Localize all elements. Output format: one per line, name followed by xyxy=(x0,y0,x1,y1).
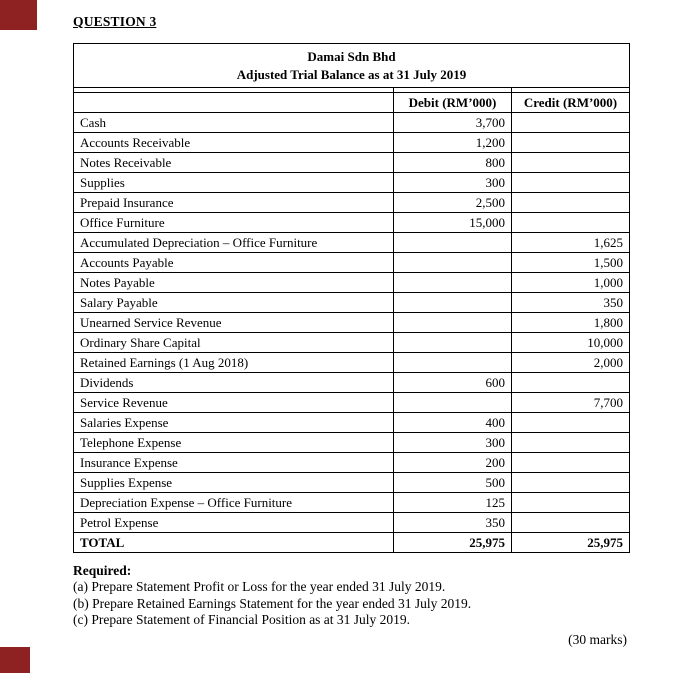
credit-cell: 1,000 xyxy=(512,273,630,293)
account-cell: Depreciation Expense – Office Furniture xyxy=(74,493,394,513)
credit-cell: 2,000 xyxy=(512,353,630,373)
table-row xyxy=(74,473,630,493)
credit-cell xyxy=(512,513,630,533)
debit-cell: 400 xyxy=(394,413,512,433)
debit-cell: 125 xyxy=(394,493,512,513)
credit-cell xyxy=(512,433,630,453)
statement-title: Adjusted Trial Balance as at 31 July 2019 xyxy=(236,67,467,82)
credit-cell xyxy=(512,453,630,473)
account-cell: Ordinary Share Capital xyxy=(74,333,394,353)
account-cell: Supplies Expense xyxy=(74,473,394,493)
account-cell: Salary Payable xyxy=(74,293,394,313)
account-cell: Supplies xyxy=(74,173,394,193)
table-row xyxy=(74,333,630,353)
total-debit: 25,975 xyxy=(394,533,512,553)
credit-cell: 1,625 xyxy=(512,233,630,253)
scan-corner-mark-bottom xyxy=(0,647,30,673)
account-cell: Petrol Expense xyxy=(74,513,394,533)
debit-cell xyxy=(394,353,512,373)
table-row xyxy=(74,233,630,253)
credit-cell xyxy=(512,213,630,233)
table-row xyxy=(74,173,630,193)
table-row xyxy=(74,513,630,533)
table-row xyxy=(74,193,630,213)
debit-cell: 3,700 xyxy=(394,113,512,133)
credit-cell xyxy=(512,133,630,153)
required-item-b: (b) Prepare Retained Earnings Statement for the year ended 31 July 2019. xyxy=(73,595,472,611)
credit-cell xyxy=(512,473,630,493)
credit-cell: 10,000 xyxy=(512,333,630,353)
table-row xyxy=(74,313,630,333)
account-cell: Retained Earnings (1 Aug 2018) xyxy=(74,353,394,373)
account-cell: Telephone Expense xyxy=(74,433,394,453)
credit-cell: 1,800 xyxy=(512,313,630,333)
debit-cell: 350 xyxy=(394,513,512,533)
table-row xyxy=(74,153,630,173)
credit-cell xyxy=(512,413,630,433)
table-row xyxy=(74,453,630,473)
account-cell: Service Revenue xyxy=(74,393,394,413)
table-title-row xyxy=(74,44,630,88)
debit-cell: 1,200 xyxy=(394,133,512,153)
table-row xyxy=(74,293,630,313)
credit-cell xyxy=(512,153,630,173)
account-cell: Insurance Expense xyxy=(74,453,394,473)
account-cell: Dividends xyxy=(74,373,394,393)
credit-column-header: Credit (RM’000) xyxy=(512,93,630,113)
document-content xyxy=(73,12,629,648)
scan-corner-mark-top xyxy=(0,0,37,30)
table-row xyxy=(74,393,630,413)
debit-cell: 600 xyxy=(394,373,512,393)
table-row xyxy=(74,253,630,273)
table-row xyxy=(74,273,630,293)
credit-cell xyxy=(512,113,630,133)
account-cell: Unearned Service Revenue xyxy=(74,313,394,333)
debit-cell: 800 xyxy=(394,153,512,173)
table-row xyxy=(74,353,630,373)
account-cell: Accounts Receivable xyxy=(74,133,394,153)
credit-cell xyxy=(512,173,630,193)
required-item-a: (a) Prepare Statement Profit or Loss for the year ended 31 July 2019. xyxy=(73,579,446,594)
account-cell: Prepaid Insurance xyxy=(74,193,394,213)
credit-cell xyxy=(512,493,630,513)
table-row xyxy=(74,373,630,393)
total-row xyxy=(74,533,630,553)
credit-cell: 1,500 xyxy=(512,253,630,273)
debit-cell: 15,000 xyxy=(394,213,512,233)
debit-cell: 300 xyxy=(394,433,512,453)
debit-cell: 300 xyxy=(394,173,512,193)
debit-cell: 200 xyxy=(394,453,512,473)
debit-cell xyxy=(394,333,512,353)
debit-cell xyxy=(394,233,512,253)
table-title xyxy=(74,44,630,88)
credit-cell xyxy=(512,373,630,393)
required-section xyxy=(73,562,629,629)
table-row xyxy=(74,433,630,453)
debit-cell xyxy=(394,293,512,313)
credit-cell: 7,700 xyxy=(512,393,630,413)
trial-balance-table xyxy=(73,43,630,553)
required-label: Required: xyxy=(73,563,132,578)
required-item-c: (c) Prepare Statement of Financial Position as at 31 July 2019. xyxy=(73,612,411,627)
question-title: QUESTION 3 xyxy=(73,14,157,29)
debit-cell xyxy=(394,393,512,413)
account-cell: Notes Receivable xyxy=(74,153,394,173)
credit-cell xyxy=(512,193,630,213)
debit-cell: 500 xyxy=(394,473,512,493)
debit-column-header: Debit (RM’000) xyxy=(394,93,512,113)
account-cell: Accumulated Depreciation – Office Furniture xyxy=(74,233,394,253)
table-row xyxy=(74,213,630,233)
credit-cell: 350 xyxy=(512,293,630,313)
account-cell: Notes Payable xyxy=(74,273,394,293)
total-credit: 25,975 xyxy=(512,533,630,553)
account-column-header xyxy=(74,93,394,113)
debit-cell xyxy=(394,253,512,273)
debit-cell xyxy=(394,273,512,293)
company-name: Damai Sdn Bhd xyxy=(307,49,396,64)
table-row xyxy=(74,133,630,153)
account-cell: Salaries Expense xyxy=(74,413,394,433)
debit-cell xyxy=(394,313,512,333)
account-cell: Office Furniture xyxy=(74,213,394,233)
account-cell: Accounts Payable xyxy=(74,253,394,273)
marks-label: (30 marks) xyxy=(568,631,627,647)
table-row xyxy=(74,413,630,433)
table-row xyxy=(74,113,630,133)
debit-cell: 2,500 xyxy=(394,193,512,213)
total-label: TOTAL xyxy=(74,533,394,553)
table-row xyxy=(74,493,630,513)
account-cell: Cash xyxy=(74,113,394,133)
column-header-row xyxy=(74,93,630,113)
